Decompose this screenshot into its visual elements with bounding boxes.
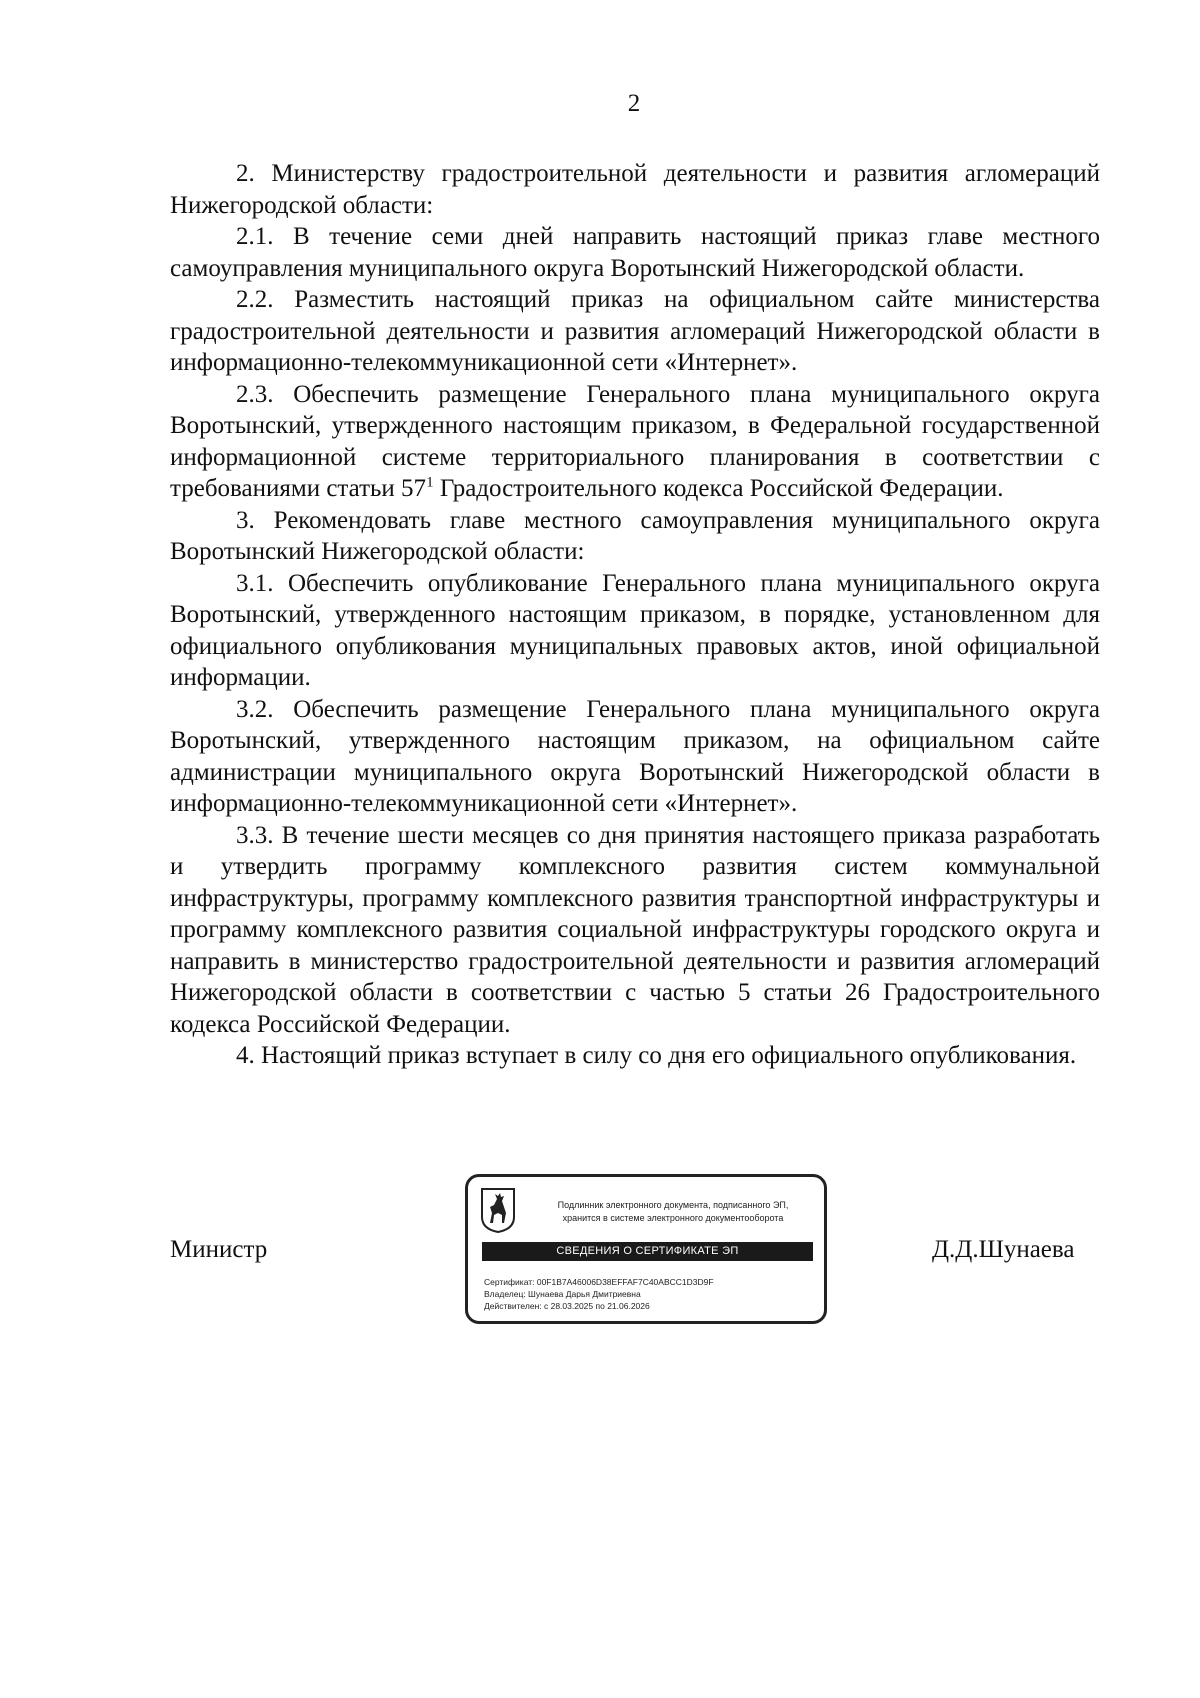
signer-name: Д.Д.Шунаева: [932, 1236, 1075, 1263]
paragraph-3: 3. Рекомендовать главе местного самоуправления муниципального округа Воротынский Нижегородской области:: [170, 506, 1100, 565]
paragraph-2-3: [170, 379, 1100, 505]
certificate-number: Сертификат: 00F1B7A46006D38EFFAF7C40ABCC1D3D9F: [484, 1277, 714, 1287]
paragraph-3-2: 3.2. Обеспечить размещение Генерального плана муниципального округа Воротынский, утвержденного настоящим приказом, на официальном сайте администрации муниципального округа Воротынский Нижегородской области в информационно-телекоммуникационной сети «Интернет».: [170, 695, 1100, 817]
paragraph-3-3: 3.3. В течение шести месяцев со дня принятия настоящего приказа разработать и утвердить программу комплексного развития систем коммунальной инфраструктуры, программу комплексного развития транспортной инфраструктуры и программу комплексного развития социальной инфраструктуры городского округа и направить в министерство градостроительной деятельности и развития агломераций Нижегородской области в соответствии с частью 5 статьи 26 Градостроительного кодекса Российской Федерации.: [170, 821, 1100, 1038]
paragraph-2-3-text-end: Градостроительного кодекса Российской Федерации.: [433, 475, 1004, 502]
stamp-header-line-2: хранится в системе электронного документооборота: [562, 1213, 784, 1223]
article-superscript: 1: [426, 474, 434, 491]
certificate-owner: Владелец: Шунаева Дарья Дмитриевна: [484, 1289, 641, 1299]
document-body: [170, 158, 1100, 1072]
certificate-details: [484, 1276, 714, 1312]
stamp-header-line-1: Подлинник электронного документа, подписанного ЭП,: [557, 1200, 789, 1210]
paragraph-2: 2. Министерству градостроительной деятельности и развития агломераций Нижегородской области:: [170, 160, 1100, 219]
stamp-header: [528, 1199, 818, 1225]
certificate-info-bar: СВЕДЕНИЯ О СЕРТИФИКАТЕ ЭП: [482, 1242, 813, 1261]
paragraph-3-1: 3.1. Обеспечить опубликование Генерального плана муниципального округа Воротынский, утвержденного настоящим приказом, в порядке, установленном для официального опубликования муниципальных правовых актов, иной официальной информации.: [170, 569, 1100, 691]
paragraph-2-2: 2.2. Разместить настоящий приказ на официальном сайте министерства градостроительной деятельности и развития агломераций Нижегородской области в информационно-телекоммуникационной сети «Интернет».: [170, 286, 1100, 376]
deer-coat-of-arms-icon: [480, 1187, 516, 1233]
paragraph-2-1: 2.1. В течение семи дней направить настоящий приказ главе местного самоуправления муниципального округа Воротынский Нижегородской области.: [170, 223, 1100, 282]
page-number: 2: [627, 90, 641, 117]
paragraph-2-3-text: 2.3. Обеспечить размещение Генерального плана муниципального округа Воротынский, утвержденного настоящим приказом, в Федеральной государственной информационной системе территориального планирования в соответствии с требованиями статьи 57: [170, 380, 1100, 502]
electronic-signature-stamp: [465, 1174, 827, 1324]
signer-title: Министр: [170, 1236, 268, 1263]
certificate-validity: Действителен: с 28.03.2025 по 21.06.2026: [484, 1301, 650, 1311]
paragraph-4: 4. Настоящий приказ вступает в силу со дня его официального опубликования.: [236, 1042, 1077, 1069]
